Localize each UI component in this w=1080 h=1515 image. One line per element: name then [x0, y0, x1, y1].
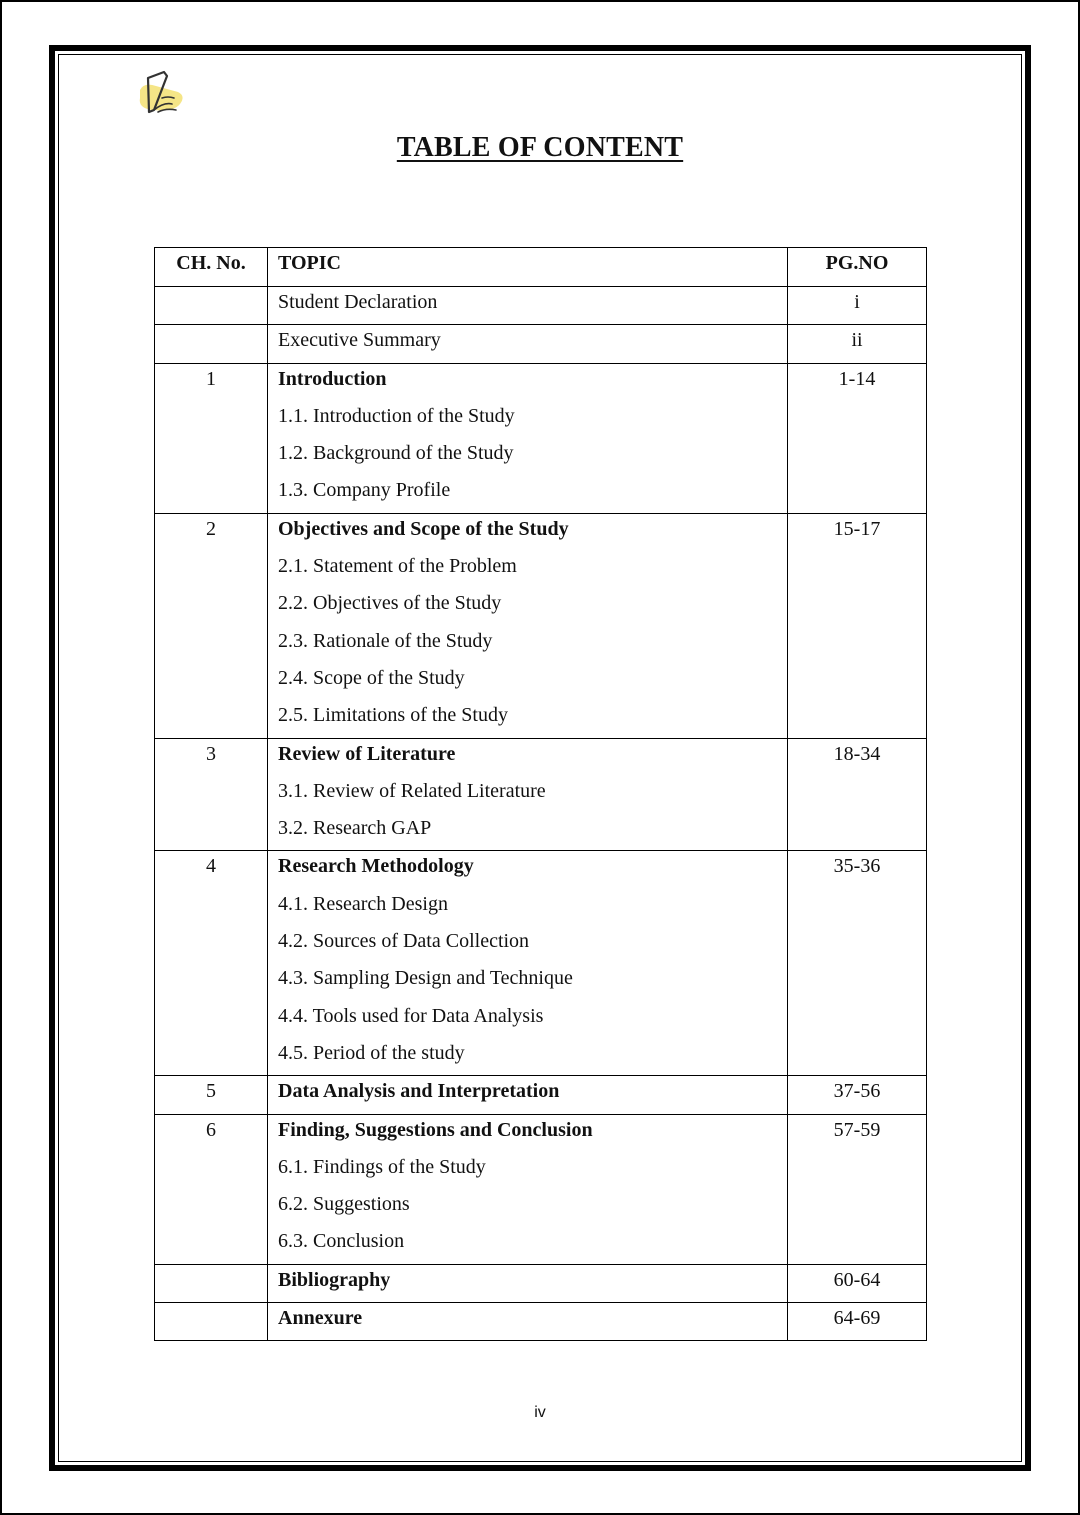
chapter-number [155, 1303, 267, 1340]
section-title: 4.2. Sources of Data Collection [278, 930, 530, 953]
page-range-cell [788, 363, 927, 513]
chapter-number: 1 [206, 367, 216, 390]
topic-cell [268, 513, 788, 738]
pen-writing-icon [134, 68, 190, 120]
chapter-title: Data Analysis and Interpretation [278, 1080, 560, 1103]
page-range: ii [851, 329, 863, 352]
chapter-number [155, 325, 267, 362]
header-topic: TOPIC [268, 248, 788, 287]
chapter-number-cell [155, 325, 268, 363]
section-title: 1.1. Introduction of the Study [278, 404, 515, 427]
section-title: Executive Summary [278, 329, 441, 352]
chapter-number: 4 [206, 855, 216, 878]
topic-cell [268, 325, 788, 363]
page-range-cell [788, 1114, 927, 1264]
chapter-number: 5 [206, 1080, 216, 1103]
chapter-number: 6 [206, 1118, 216, 1141]
topic-cell [268, 1303, 788, 1341]
topic-cell [268, 363, 788, 513]
section-title: 1.2. Background of the Study [278, 442, 514, 465]
chapter-number-cell [155, 363, 268, 513]
section-title: 2.3. Rationale of the Study [278, 629, 493, 652]
chapter-number [155, 1265, 267, 1302]
page-range: 18-34 [833, 742, 881, 765]
table-row [155, 738, 927, 851]
topic-cell [268, 851, 788, 1076]
section-title: 2.2. Objectives of the Study [278, 592, 502, 615]
section-title: 6.2. Suggestions [278, 1193, 410, 1216]
table-row [155, 1114, 927, 1264]
table-row [155, 363, 927, 513]
page-range-cell [788, 287, 927, 325]
header-chapter-number: CH. No. [155, 248, 268, 287]
topic-cell [268, 1076, 788, 1114]
chapter-number: 3 [206, 742, 216, 765]
section-title: 4.5. Period of the study [278, 1041, 465, 1064]
section-title: 1.3. Company Profile [278, 479, 451, 502]
section-title: 3.1. Review of Related Literature [278, 779, 546, 802]
chapter-title: Finding, Suggestions and Conclusion [278, 1118, 593, 1141]
chapter-title: Review of Literature [278, 742, 456, 765]
topic-cell [268, 1264, 788, 1302]
document-title-text: TABLE OF CONTENT [396, 132, 684, 163]
chapter-number: 2 [206, 517, 216, 540]
chapter-number-cell [155, 1114, 268, 1264]
section-title: 4.4. Tools used for Data Analysis [278, 1004, 544, 1027]
chapter-title: Bibliography [278, 1268, 391, 1291]
chapter-number-cell [155, 738, 268, 851]
page-number: iv [534, 1404, 546, 1421]
chapter-number-cell [155, 513, 268, 738]
table-header-row [155, 248, 927, 287]
page-range: 15-17 [833, 517, 881, 540]
section-title: 2.1. Statement of the Problem [278, 555, 517, 578]
page-range: 57-59 [833, 1118, 881, 1141]
header-page-number: PG.NO [788, 248, 927, 287]
chapter-title: Research Methodology [278, 855, 474, 878]
table-row [155, 1303, 927, 1341]
page-range: i [854, 291, 860, 313]
page-range: 35-36 [833, 855, 881, 878]
page-range: 1-14 [838, 367, 876, 390]
page-range-cell [788, 513, 927, 738]
topic-cell [268, 1114, 788, 1264]
page-range-cell [788, 851, 927, 1076]
chapter-number-cell [155, 1076, 268, 1114]
document-title [0, 132, 1080, 164]
section-title: 4.3. Sampling Design and Technique [278, 967, 573, 990]
chapter-number-cell [155, 851, 268, 1076]
chapter-number-cell [155, 287, 268, 325]
table-body [155, 287, 927, 1341]
table-row [155, 513, 927, 738]
topic-cell [268, 287, 788, 325]
section-title: 3.2. Research GAP [278, 817, 432, 840]
section-title: 6.1. Findings of the Study [278, 1155, 486, 1178]
chapter-number [155, 287, 267, 324]
section-title: 6.3. Conclusion [278, 1230, 405, 1253]
page-range-cell [788, 1076, 927, 1114]
table-of-contents [154, 247, 927, 1341]
section-title: 4.1. Research Design [278, 892, 448, 915]
table-row [155, 851, 927, 1076]
table-row [155, 325, 927, 363]
page-range-cell [788, 738, 927, 851]
table-row [155, 1264, 927, 1302]
table-row [155, 287, 927, 325]
page-range-cell [788, 1264, 927, 1302]
table-row [155, 1076, 927, 1114]
page-range-cell [788, 1303, 927, 1341]
page-range: 60-64 [833, 1268, 881, 1291]
page-range-cell [788, 325, 927, 363]
section-title: 2.5. Limitations of the Study [278, 704, 508, 727]
page-range: 37-56 [833, 1080, 881, 1103]
chapter-title: Objectives and Scope of the Study [278, 517, 569, 540]
section-title: Student Declaration [278, 291, 438, 313]
chapter-title: Introduction [278, 367, 387, 390]
chapter-title: Annexure [278, 1307, 363, 1330]
chapter-number-cell [155, 1264, 268, 1302]
topic-cell [268, 738, 788, 851]
chapter-number-cell [155, 1303, 268, 1341]
page-range: 64-69 [833, 1307, 881, 1330]
section-title: 2.4. Scope of the Study [278, 666, 465, 689]
